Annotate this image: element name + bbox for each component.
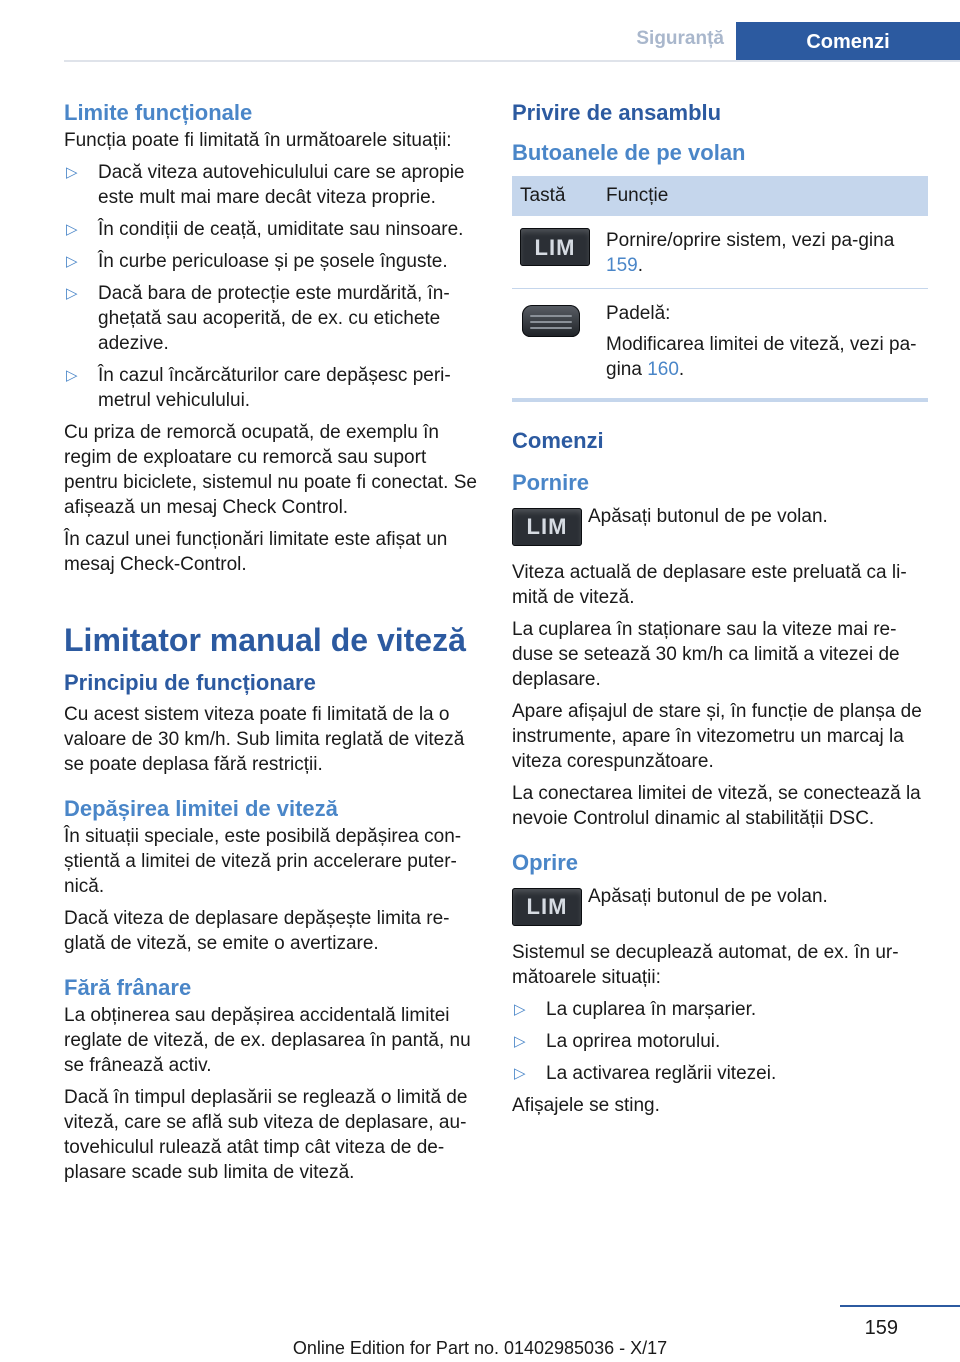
depasire-paragraph-1: În situații speciale, este posibilă depășirea con-știentă a limitei de viteză prin accelerare puter-nică. bbox=[64, 826, 462, 897]
triangle-right-icon: ▷ bbox=[66, 367, 78, 384]
lim-button-icon: LIM bbox=[512, 888, 582, 926]
row2-label: Padelă: bbox=[606, 303, 671, 324]
oprire-title: Oprire bbox=[512, 850, 579, 875]
buttons-table bbox=[512, 176, 928, 402]
list-item: ▷ În cazul încărcăturilor care depășesc peri-metrul vehiculului. bbox=[66, 365, 451, 411]
pornire-action-row bbox=[512, 504, 928, 546]
triangle-right-icon: ▷ bbox=[66, 253, 78, 270]
pornire-paragraph-3: Apare afișajul de stare și, în funcție de planșa de instrumente, apare în vitezometru un marcaj la viteza corespunzătoare. bbox=[512, 701, 922, 772]
triangle-right-icon: ▷ bbox=[66, 285, 78, 302]
list-item: ▷ În condiții de ceață, umiditate sau ninsoare. bbox=[66, 219, 464, 240]
table-header-key: Tastă bbox=[512, 176, 598, 216]
triangle-right-icon: ▷ bbox=[514, 1065, 526, 1082]
list-item: ▷ Dacă viteza autovehiculului care se apropie este mult mai mare decât viteza proprie. bbox=[66, 162, 465, 208]
oprire-paragraph-2: Afișajele se sting. bbox=[512, 1095, 660, 1116]
table-row: Padelă: Modificarea limitei de viteză, vezi pa-gina 160. bbox=[512, 289, 928, 401]
list-item: ▷ La cuplarea în marșarier. bbox=[514, 999, 757, 1020]
depasire-title: Depășirea limitei de viteză bbox=[64, 796, 338, 821]
oprire-action-row bbox=[512, 884, 928, 926]
list-item: ▷ La oprirea motorului. bbox=[514, 1031, 721, 1052]
table-header-row bbox=[512, 176, 928, 216]
principiu-paragraph: Cu acest sistem viteza poate fi limitată de la o valoare de 30 km/h. Sub limita reglată de viteză se poate deplasa fără restricții. bbox=[64, 704, 465, 775]
page-link-159[interactable]: 159 bbox=[606, 255, 638, 276]
limite-paragraph-1: Cu priza de remorcă ocupată, de exemplu în regim de exploatare cu remorcă sau suport pentru biciclete, sistemul nu poate fi conectat. Se afișează un mesaj Check Control. bbox=[64, 422, 477, 518]
header-tab: Comenzi bbox=[736, 22, 960, 62]
list-item: ▷ Dacă bara de protecție este murdărită, în-ghețată sau acoperită, de ex. cu etichete adezive. bbox=[66, 283, 450, 354]
row2-text: Modificarea limitei de viteză, vezi pa-gina bbox=[606, 334, 917, 380]
list-item: ▷ În curbe periculoase și pe șosele înguste. bbox=[66, 251, 448, 272]
footer-edition: Online Edition for Part no. 01402985036 - X/17 bbox=[292, 1338, 668, 1358]
page-number: 159 bbox=[864, 1317, 898, 1339]
lim-button-icon: LIM bbox=[512, 508, 582, 546]
pornire-paragraph-2: La cuplarea în staționare sau la viteze mai re-duse se setează 30 km/h ca limită a vitezei de deplasare. bbox=[512, 619, 900, 690]
left-column bbox=[64, 98, 484, 1192]
footer-rule bbox=[840, 1305, 960, 1307]
franare-paragraph-2: Dacă în timpul deplasării se reglează o limită de viteză, care se află sub viteza de deplasare, au-tovehiculul rulează atât timp cât viteza de de-plasare scade sub limita de viteză. bbox=[64, 1087, 468, 1183]
list-item: ▷ La activarea reglării vitezei. bbox=[514, 1063, 777, 1084]
main-title: Limitator manual de viteză bbox=[64, 622, 466, 658]
limite-intro: Funcția poate fi limitată în următoarele situații: bbox=[64, 130, 452, 151]
limite-paragraph-2: În cazul unei funcționări limitate este afișat un mesaj Check-Control. bbox=[64, 529, 448, 575]
right-column bbox=[512, 98, 928, 1125]
depasire-paragraph-2: Dacă viteza de deplasare depășește limita re-glată de viteză, se emite o avertizare. bbox=[64, 908, 450, 954]
triangle-right-icon: ▷ bbox=[514, 1001, 526, 1018]
franare-title: Fără frânare bbox=[64, 975, 192, 1000]
buttons-title: Butoanele de pe volan bbox=[512, 140, 746, 165]
comenzi-title: Comenzi bbox=[512, 428, 604, 453]
oprire-action: Apăsați butonul de pe volan. bbox=[588, 886, 828, 907]
pornire-title: Pornire bbox=[512, 470, 590, 495]
pornire-paragraph-1: Viteza actuală de deplasare este preluată ca li-mită de viteză. bbox=[512, 562, 907, 608]
limite-title: Limite funcționale bbox=[64, 100, 253, 125]
pornire-action: Apăsați butonul de pe volan. bbox=[588, 506, 828, 527]
paddle-icon bbox=[520, 301, 584, 341]
page-link-160[interactable]: 160 bbox=[647, 359, 679, 380]
triangle-right-icon: ▷ bbox=[514, 1033, 526, 1050]
overview-title: Privire de ansamblu bbox=[512, 100, 722, 125]
row1-text: Pornire/oprire sistem, vezi pa-gina bbox=[606, 230, 895, 251]
limite-list bbox=[64, 160, 484, 413]
header-section: Siguranță bbox=[636, 28, 724, 49]
lim-button-icon: LIM bbox=[520, 228, 590, 266]
table-row: LIM Pornire/oprire sistem, vezi pa-gina 159. bbox=[512, 216, 928, 289]
oprire-list bbox=[512, 997, 928, 1086]
franare-paragraph-1: La obținerea sau depășirea accidentală limitei reglate de viteză, de ex. deplasarea în pantă, nu se frânează activ. bbox=[64, 1005, 471, 1076]
header-rule bbox=[64, 60, 960, 62]
table-header-function: Funcție bbox=[598, 176, 928, 216]
triangle-right-icon: ▷ bbox=[66, 221, 78, 238]
principiu-title: Principiu de funcționare bbox=[64, 670, 316, 695]
oprire-paragraph-1: Sistemul se decuplează automat, de ex. în ur-mătoarele situații: bbox=[512, 942, 899, 988]
triangle-right-icon: ▷ bbox=[66, 164, 78, 181]
pornire-paragraph-4: La conectarea limitei de viteză, se conectează la nevoie Controlul dinamic al stabilității DSC. bbox=[512, 783, 921, 829]
